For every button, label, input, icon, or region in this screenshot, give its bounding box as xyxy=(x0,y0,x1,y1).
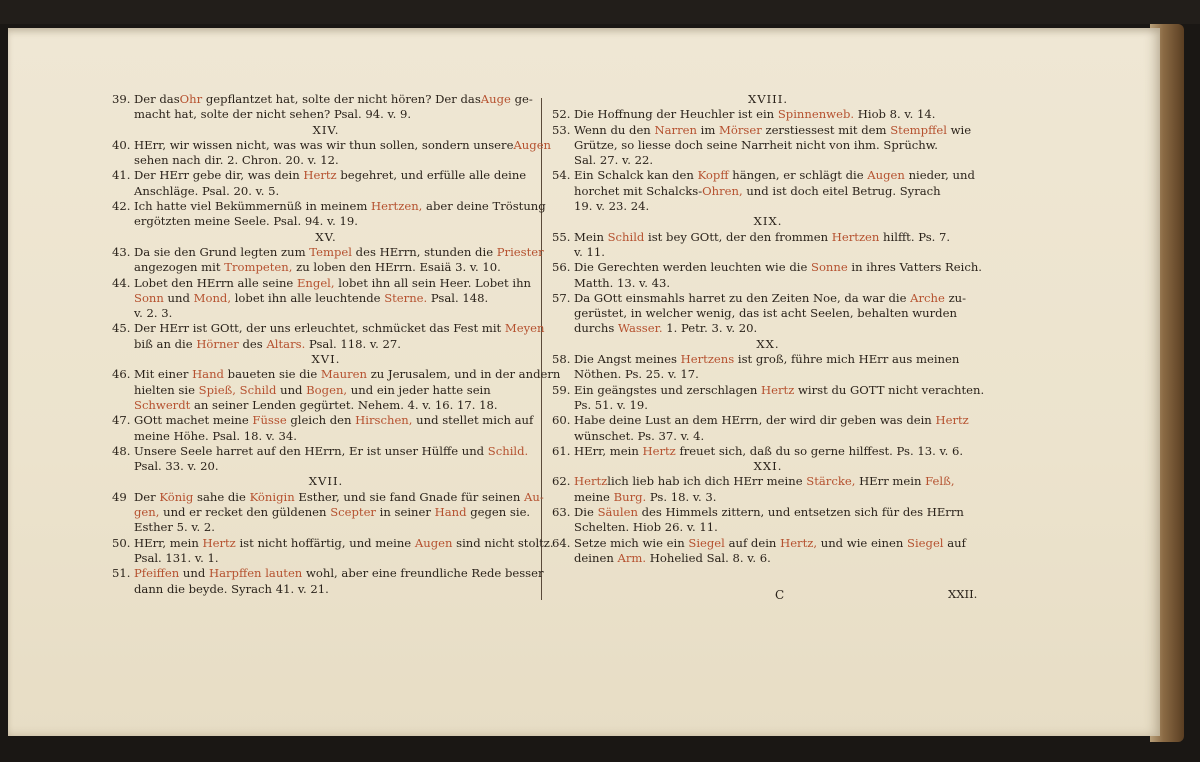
section-heading: XVI. xyxy=(311,352,341,367)
verse-line xyxy=(112,137,552,153)
highlighted-word: Pfeiffen xyxy=(134,566,180,581)
verse-text: freuet sich, daß du so gerne hilffest. Ps. 13. v. 6. xyxy=(675,443,964,458)
verse-text: GOtt machet meine xyxy=(134,413,253,428)
highlighted-word: Sterne. xyxy=(384,290,428,305)
verse-text: Psal. 131. v. 1. xyxy=(134,550,219,565)
verse-line xyxy=(112,184,540,199)
verse-text: dann die beyde. Syrach 41. v. 21. xyxy=(134,581,329,596)
verse-line xyxy=(552,367,984,382)
section-heading: XIX. xyxy=(753,214,783,229)
catchword: XXII. xyxy=(948,587,978,601)
verse-text: und xyxy=(163,290,194,305)
verse-text: ge- xyxy=(510,92,533,106)
verse-text: horchet mit Schalcks- xyxy=(574,183,703,198)
highlighted-word: Schild. xyxy=(487,443,529,458)
verse-line xyxy=(112,551,540,566)
highlighted-word: Mörser xyxy=(719,122,762,137)
verse-text: ist groß, führe mich HErr aus meinen xyxy=(734,352,960,367)
highlighted-word: Bogen, xyxy=(306,382,348,397)
verse-number: 51. xyxy=(112,566,131,581)
highlighted-word: Scepter xyxy=(330,505,376,520)
verse-number: 62. xyxy=(552,474,571,489)
verse-text: sind nicht stoltz. xyxy=(452,535,554,550)
verse-text: Anschläge. Psal. 20. v. 5. xyxy=(134,183,280,198)
verse-text: und stellet mich auf xyxy=(412,413,534,428)
highlighted-word: Hand xyxy=(434,505,467,520)
verse-number: 52. xyxy=(552,107,571,122)
highlighted-word: Harpffen lauten xyxy=(208,566,303,581)
verse-text: HErr, wir wissen nicht, was was wir thun sollen, sondern unsere xyxy=(134,137,514,152)
highlighted-word: Hirschen, xyxy=(355,413,413,428)
section-heading: XX. xyxy=(756,336,780,351)
highlighted-word: Königin xyxy=(249,489,295,504)
verse-text: des Himmels zittern, und entsetzen sich für des HErrn xyxy=(637,505,964,520)
verse-line xyxy=(552,429,984,444)
highlighted-word: Burg. xyxy=(613,489,647,504)
verse-text: Lobet den HErrn alle seine xyxy=(134,275,297,290)
verse-line xyxy=(552,199,984,214)
verse-line xyxy=(552,383,984,398)
verse-text: Matth. 13. v. 43. xyxy=(574,275,671,290)
highlighted-word: Hertz xyxy=(935,413,969,428)
verse-line xyxy=(552,168,984,183)
verse-line xyxy=(112,444,540,459)
verse-text: durchs xyxy=(574,321,619,336)
highlighted-word: gen, xyxy=(134,505,160,520)
verse-text: wünschet. Ps. 37. v. 4. xyxy=(574,428,705,443)
verse-line xyxy=(112,582,540,597)
verse-text: des HErrn, stunden die xyxy=(351,244,497,259)
verse-line xyxy=(552,321,984,336)
verse-line xyxy=(552,551,984,566)
verse-line xyxy=(552,505,984,520)
verse-line xyxy=(112,199,546,214)
highlighted-word: Augen xyxy=(867,168,905,183)
highlighted-word: Sonne xyxy=(811,260,848,275)
verse-text: Ich hatte viel Bekümmernüß in meinem xyxy=(134,199,372,214)
highlighted-word: Spinnenweb. xyxy=(777,107,855,122)
verse-text: HErr, mein xyxy=(574,443,643,458)
verse-line xyxy=(552,306,984,321)
verse-text: ist bey GOtt, der den frommen xyxy=(644,229,832,244)
verse-number: 43. xyxy=(112,244,131,259)
verse-text: HErr, mein xyxy=(134,535,203,550)
highlighted-word: Hertzen, xyxy=(371,199,423,214)
verse-text: v. 11. xyxy=(574,244,605,259)
verse-number: 63. xyxy=(552,505,571,520)
highlighted-word: Arm. xyxy=(617,550,647,565)
verse-text: angezogen mit xyxy=(134,260,225,275)
verse-line xyxy=(112,337,540,352)
verse-text: Mit einer xyxy=(134,367,193,382)
verse-number: 54. xyxy=(552,168,571,183)
highlighted-word: Spieß, Schild xyxy=(198,382,277,397)
highlighted-word: Kopff xyxy=(697,168,729,183)
left-column xyxy=(112,92,561,597)
verse-text: gleich den xyxy=(286,413,356,428)
verse-line xyxy=(112,321,545,336)
verse-line xyxy=(552,398,984,413)
highlighted-word: Hertz xyxy=(303,168,337,183)
verse-line xyxy=(552,153,984,168)
verse-text: zu- xyxy=(944,290,967,305)
verse-text: meine xyxy=(574,489,614,504)
verse-line xyxy=(112,383,540,398)
verse-text: ist nicht hoffärtig, und meine xyxy=(235,535,415,550)
highlighted-word: Hertz xyxy=(574,474,608,489)
verse-text: Der HErr ist GOtt, der uns erleuchtet, schmücket das Fest mit xyxy=(134,321,505,336)
verse-line xyxy=(112,214,540,229)
verse-number: 50. xyxy=(112,535,131,550)
verse-line xyxy=(112,535,554,551)
highlighted-word: Säulen xyxy=(597,505,638,520)
verse-text: zerstiessest mit dem xyxy=(761,122,891,137)
verse-text: Esther 5. v. 2. xyxy=(134,520,215,535)
verse-number: 40. xyxy=(112,137,131,152)
verse-line xyxy=(112,153,540,168)
highlighted-word: Siegel xyxy=(688,535,725,550)
verse-line xyxy=(112,566,544,581)
verse-line xyxy=(112,367,561,382)
section-heading: XIV. xyxy=(312,122,340,137)
verse-line xyxy=(552,138,984,153)
highlighted-word: Schwerdt xyxy=(134,397,191,412)
verse-line xyxy=(552,123,984,138)
highlighted-word: Au- xyxy=(524,489,544,504)
verse-text: Psal. 33. v. 20. xyxy=(134,459,219,474)
verse-text: Psal. 118. v. 27. xyxy=(305,336,401,351)
verse-line xyxy=(552,474,984,489)
verse-text: Hiob 8. v. 14. xyxy=(854,107,936,122)
verse-number: 46. xyxy=(112,367,131,382)
verse-number: 44. xyxy=(112,275,131,290)
verse-line xyxy=(112,92,540,107)
verse-text: Da sie den Grund legten zum xyxy=(134,244,310,259)
verse-text: zu loben den HErrn. Esaiä 3. v. 10. xyxy=(292,260,501,275)
verse-text: auf dein xyxy=(724,535,781,550)
verse-line xyxy=(112,168,540,183)
verse-line xyxy=(552,413,984,428)
verse-line xyxy=(112,429,540,444)
highlighted-word: Altars. xyxy=(266,336,306,351)
verse-line xyxy=(552,490,984,505)
verse-text: gerüstet, in welcher wenig, das ist acht Seelen, behalten wurden xyxy=(574,306,957,321)
highlighted-word: Hörner xyxy=(196,336,239,351)
verse-text: und xyxy=(179,566,209,581)
verse-line xyxy=(552,444,984,459)
verse-line xyxy=(112,291,540,306)
highlighted-word: Füsse xyxy=(252,413,287,428)
verse-text: Die Gerechten werden leuchten wie die xyxy=(574,260,811,275)
verse-number: 56. xyxy=(552,260,571,275)
verse-text: Die Hoffnung der Heuchler ist ein xyxy=(574,107,778,122)
verse-line xyxy=(552,536,984,551)
verse-number: 42. xyxy=(112,199,131,214)
verse-text: und ein jeder hatte sein xyxy=(347,382,491,397)
verse-line xyxy=(112,520,540,535)
verse-text: zu Jerusalem, und in der andern xyxy=(367,367,561,382)
verse-line xyxy=(552,107,984,122)
verse-text: Unsere Seele harret auf den HErrn, Er ist unser Hülffe und xyxy=(134,443,488,458)
verse-text: Habe deine Lust an dem HErrn, der wird dir geben was dein xyxy=(574,413,936,428)
verse-text: begehret, und erfülle alle deine xyxy=(336,168,527,183)
verse-number: 48. xyxy=(112,443,131,458)
verse-text: Der HErr gebe dir, was dein xyxy=(134,168,304,183)
verse-text: wie xyxy=(946,122,972,137)
verse-text: im xyxy=(696,122,720,137)
verse-line xyxy=(552,230,984,245)
verse-text: sahe die xyxy=(193,489,250,504)
verse-text: meine Höhe. Psal. 18. v. 34. xyxy=(134,428,297,443)
verse-text: hilfft. Ps. 7. xyxy=(879,229,951,244)
verse-line xyxy=(112,413,540,428)
verse-text: sehen nach dir. 2. Chron. 20. v. 12. xyxy=(134,153,339,168)
highlighted-word: Hertzens xyxy=(680,352,735,367)
section-heading: XV. xyxy=(315,229,337,244)
scan-background xyxy=(0,0,1200,24)
verse-text: biß an die xyxy=(134,336,197,351)
verse-number: 47. xyxy=(112,413,131,428)
verse-text: Ein geängstes und zerschlagen xyxy=(574,382,762,397)
verse-line xyxy=(112,505,540,520)
verse-line xyxy=(112,489,544,505)
highlighted-word: Hand xyxy=(192,367,224,382)
highlighted-word: Ohr xyxy=(179,92,203,106)
verse-number: 39. xyxy=(112,92,131,106)
highlighted-word: Felß, xyxy=(925,474,955,489)
verse-text: wohl, aber eine freundliche Rede besser xyxy=(302,566,544,581)
verse-text: deinen xyxy=(574,550,618,565)
verse-line xyxy=(112,276,540,291)
verse-text: gepflantzet hat, solte der nicht hören? Der das xyxy=(202,92,481,106)
verse-text: 1. Petr. 3. v. 20. xyxy=(662,321,758,336)
verse-text: und er recket den güldenen xyxy=(159,505,331,520)
highlighted-word: König xyxy=(159,489,194,504)
verse-line xyxy=(552,276,984,291)
verse-number: 57. xyxy=(552,290,571,305)
verse-number: 49 xyxy=(112,489,127,504)
highlighted-word: Engel, xyxy=(296,275,335,290)
verse-text: Sal. 27. v. 22. xyxy=(574,153,654,168)
verse-text: Psal. 148. xyxy=(427,290,489,305)
highlighted-word: Wasser. xyxy=(618,321,663,336)
verse-line xyxy=(112,398,540,413)
verse-number: 55. xyxy=(552,229,571,244)
verse-line xyxy=(552,260,984,275)
verse-text: HErr mein xyxy=(855,474,926,489)
verse-text: Nöthen. Ps. 25. v. 17. xyxy=(574,367,699,382)
verse-text: aber deine Tröstung xyxy=(422,199,546,214)
verse-text: hielten sie xyxy=(134,382,199,397)
verse-text: und ist doch eitel Betrug. Syrach xyxy=(742,183,941,198)
highlighted-word: Arche xyxy=(910,290,945,305)
verse-text: und xyxy=(276,382,307,397)
verse-text: Esther, und sie fand Gnade für seinen xyxy=(294,489,525,504)
verse-text: lich lieb hab ich dich HErr meine xyxy=(607,474,807,489)
highlighted-word: Hertzen xyxy=(831,229,880,244)
verse-text: Der das xyxy=(134,92,180,106)
highlighted-word: Siegel xyxy=(907,535,944,550)
verse-text: Grütze, so liesse doch seine Narrheit nicht von ihm. Sprüchw. xyxy=(574,137,938,152)
verse-number: 64. xyxy=(552,535,571,550)
column-divider xyxy=(541,98,542,600)
highlighted-word: Tempel xyxy=(309,244,352,259)
highlighted-word: Mond, xyxy=(193,290,232,305)
highlighted-word: Stempffel xyxy=(890,122,947,137)
verse-line xyxy=(112,459,540,474)
right-column xyxy=(552,92,984,566)
highlighted-word: Stärcke, xyxy=(806,474,856,489)
highlighted-word: Trompeten, xyxy=(224,260,293,275)
verse-text: auf xyxy=(943,535,966,550)
verse-text: Da GOtt einsmahls harret zu den Zeiten Noe, da war die xyxy=(574,290,911,305)
verse-text: Ps. 51. v. 19. xyxy=(574,397,648,412)
verse-line xyxy=(112,107,540,122)
verse-text: macht hat, solte der nicht sehen? Psal. 94. v. 9. xyxy=(134,107,412,122)
verse-text: in ihres Vatters Reich. xyxy=(847,260,982,275)
section-heading: XVIII. xyxy=(747,92,789,106)
verse-text: Ps. 18. v. 3. xyxy=(646,489,717,504)
highlighted-word: Schild xyxy=(607,229,645,244)
section-heading: XXI. xyxy=(753,459,783,474)
highlighted-word: Ohren, xyxy=(702,183,743,198)
verse-text: gegen sie. xyxy=(466,505,531,520)
verse-text: des xyxy=(238,336,267,351)
verse-text: in seiner xyxy=(375,505,435,520)
verse-text: Mein xyxy=(574,229,608,244)
verse-number: 61. xyxy=(552,443,571,458)
highlighted-word: Hertz xyxy=(202,535,236,550)
verse-text: nieder, und xyxy=(904,168,975,183)
verse-line xyxy=(552,291,984,306)
verse-text: Wenn du den xyxy=(574,122,655,137)
verse-text: Die xyxy=(574,505,598,520)
verse-text: Die Angst meines xyxy=(574,352,681,367)
verse-number: 45. xyxy=(112,321,131,336)
highlighted-word: Mauren xyxy=(320,367,368,382)
highlighted-word: Sonn xyxy=(134,290,164,305)
verse-text: Hohelied Sal. 8. v. 6. xyxy=(646,550,771,565)
verse-number: 53. xyxy=(552,122,571,137)
highlighted-word: Hertz xyxy=(642,443,676,458)
verse-number: 60. xyxy=(552,413,571,428)
verse-text: hängen, er schlägt die xyxy=(728,168,868,183)
verse-text: Setze mich wie ein xyxy=(574,535,689,550)
verse-text: Der xyxy=(134,489,160,504)
verse-line xyxy=(552,184,984,199)
verse-text: lobet ihn alle leuchtende xyxy=(231,290,385,305)
highlighted-word: Auge xyxy=(480,92,511,106)
verse-line xyxy=(112,244,544,260)
verse-text: baueten sie die xyxy=(223,367,321,382)
verse-text: wirst du GOTT nicht verachten. xyxy=(794,382,985,397)
highlighted-word: Augen xyxy=(414,535,453,550)
verse-line xyxy=(552,245,984,260)
verse-number: 41. xyxy=(112,168,131,183)
verse-text: Schelten. Hiob 26. v. 11. xyxy=(574,520,718,535)
verse-text: ergötzten meine Seele. Psal. 94. v. 19. xyxy=(134,214,358,229)
verse-number: 58. xyxy=(552,352,571,367)
highlighted-word: Hertz xyxy=(761,382,795,397)
verse-text: 19. v. 23. 24. xyxy=(574,199,650,214)
verse-text: an seiner Lenden gegürtet. Nehem. 4. v. 16. 17. 18. xyxy=(190,397,498,412)
highlighted-word: Priester xyxy=(496,244,544,259)
verse-text: und wie einen xyxy=(817,535,908,550)
verse-line xyxy=(552,520,984,535)
verse-line xyxy=(112,306,540,321)
signature-mark: C xyxy=(775,588,785,602)
highlighted-word: Narren xyxy=(654,122,697,137)
verse-number: 59. xyxy=(552,382,571,397)
highlighted-word: Meyen xyxy=(504,321,545,336)
verse-text: Ein Schalck kan den xyxy=(574,168,698,183)
verse-line xyxy=(552,352,984,367)
highlighted-word: Augen xyxy=(513,137,552,152)
verse-text: v. 2. 3. xyxy=(134,306,173,321)
verse-line xyxy=(112,260,540,275)
verse-text: lobet ihn all sein Heer. Lobet ihn xyxy=(334,275,532,290)
section-heading: XVII. xyxy=(308,474,344,489)
highlighted-word: Hertz, xyxy=(780,535,818,550)
